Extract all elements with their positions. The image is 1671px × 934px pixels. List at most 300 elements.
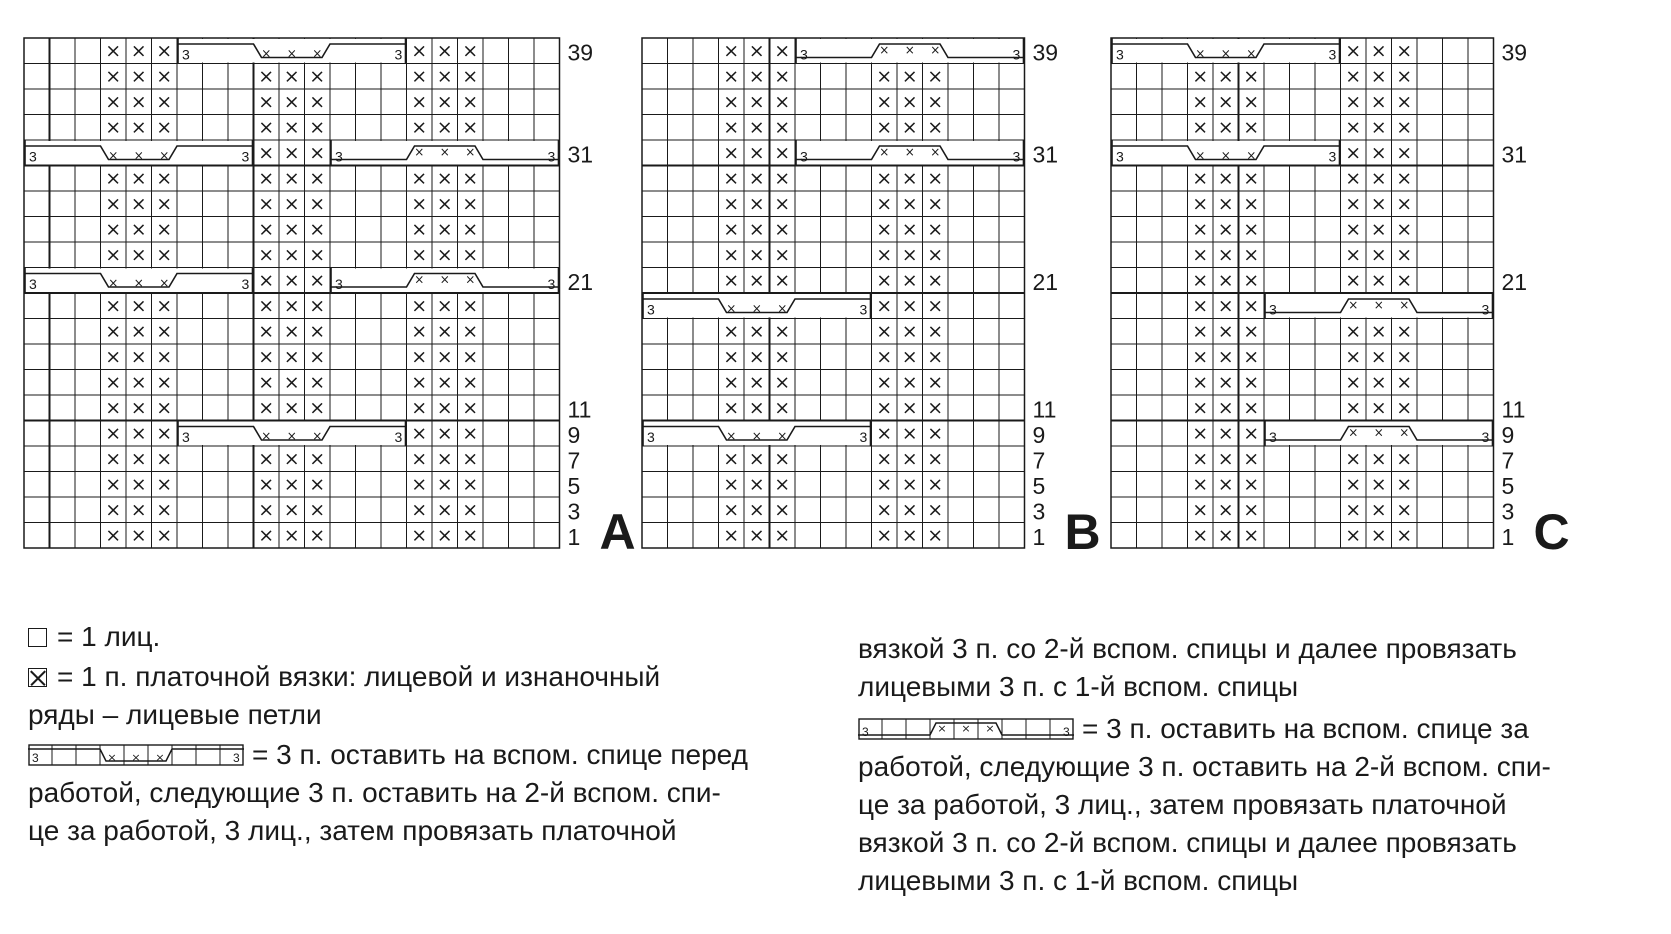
garter-stitch-mark: ×: [411, 90, 428, 113]
garter-stitch-mark: ×: [748, 345, 765, 368]
garter-stitch-mark: ×: [105, 90, 122, 113]
garter-stitch-mark: ×: [105, 422, 122, 445]
row-number-label: 7: [567, 447, 581, 474]
garter-stitch-mark: ×: [723, 473, 740, 496]
cable-mark-right: 3: [1328, 148, 1337, 165]
garter-stitch-mark: ×: [1217, 422, 1234, 445]
garter-stitch-mark: ×: [1192, 116, 1209, 139]
garter-stitch-mark: ×: [130, 243, 147, 266]
garter-stitch-mark: ×: [1370, 192, 1387, 215]
chart-a: [24, 38, 636, 560]
garter-stitch-mark: ×: [1396, 65, 1413, 88]
garter-stitch-mark: ×: [411, 167, 428, 190]
garter-stitch-mark: ×: [309, 65, 326, 88]
garter-stitch-mark: ×: [156, 243, 173, 266]
garter-stitch-mark: ×: [105, 39, 122, 62]
garter-stitch-mark: ×: [1217, 320, 1234, 343]
cable-mark-left: 3: [182, 46, 190, 63]
garter-stitch-mark: ×: [130, 39, 147, 62]
garter-stitch-mark: ×: [1370, 90, 1387, 113]
legend-cable-back-cont-2: це за работой, 3 лиц., затем провязать платочной: [858, 789, 1507, 820]
garter-stitch-mark: ×: [1217, 447, 1234, 470]
garter-stitch-mark: ×: [1396, 192, 1413, 215]
garter-stitch-mark: ×: [774, 269, 791, 292]
garter-stitch-mark: ×: [1192, 473, 1209, 496]
garter-stitch-mark: ×: [901, 473, 918, 496]
garter-stitch-mark: ×: [462, 39, 479, 62]
cable-garter-mark: ×: [1399, 298, 1410, 312]
garter-stitch-mark: ×: [901, 294, 918, 317]
garter-stitch-mark: ×: [927, 396, 944, 419]
garter-stitch-mark: ×: [130, 498, 147, 521]
garter-stitch-mark: ×: [156, 473, 173, 496]
cable-back-symbol-icon: [858, 718, 1074, 740]
garter-stitch-mark: ×: [105, 65, 122, 88]
garter-stitch-mark: ×: [1243, 524, 1260, 547]
garter-stitch-mark: ×: [876, 243, 893, 266]
legend-cable-front: 3 3 × × × = 3 п. оставить на вспом. спице перед: [28, 736, 810, 774]
row-number-label: 3: [1501, 498, 1515, 525]
row-number-label: 11: [567, 396, 592, 423]
garter-stitch-mark: ×: [258, 320, 275, 343]
symbol-x-mark: ×: [937, 722, 947, 735]
garter-stitch-mark: ×: [1345, 218, 1362, 241]
garter-stitch-mark: ×: [1192, 396, 1209, 419]
garter-stitch-mark: ×: [1217, 90, 1234, 113]
garter-stitch-mark: ×: [901, 218, 918, 241]
cable-garter-mark: ×: [879, 145, 890, 159]
garter-stitch-mark: ×: [1217, 345, 1234, 368]
garter-stitch-mark: ×: [105, 167, 122, 190]
garter-stitch-mark: ×: [462, 167, 479, 190]
garter-stitch-mark: ×: [411, 371, 428, 394]
garter-stitch-mark: ×: [130, 218, 147, 241]
garter-stitch-mark: ×: [309, 269, 326, 292]
cable-mark-left: 3: [1269, 301, 1277, 318]
cable-garter-mark: ×: [261, 46, 272, 61]
garter-stitch-mark: ×: [1370, 167, 1387, 190]
garter-stitch-mark: ×: [105, 294, 122, 317]
garter-stitch-mark: ×: [436, 167, 453, 190]
row-number-label: 39: [1032, 39, 1059, 66]
garter-stitch-mark: ×: [748, 65, 765, 88]
row-number-label: 31: [567, 141, 594, 168]
garter-stitch-mark: ×: [258, 243, 275, 266]
garter-stitch-mark: ×: [283, 218, 300, 241]
garter-stitch-mark: ×: [283, 345, 300, 368]
garter-stitch-mark: ×: [105, 396, 122, 419]
garter-stitch-mark: ×: [1345, 498, 1362, 521]
garter-stitch-mark: ×: [1345, 473, 1362, 496]
garter-stitch-mark: ×: [462, 192, 479, 215]
legend-garter-cont: ряды – лицевые петли: [28, 699, 322, 730]
legend-cable-back-cont-1: работой, следующие 3 п. оставить на 2-й вспом. спи-: [858, 751, 1551, 782]
garter-stitch-mark: ×: [309, 345, 326, 368]
garter-stitch-mark: ×: [283, 371, 300, 394]
row-number-label: 1: [1032, 524, 1046, 550]
row-number-label: 21: [567, 269, 594, 295]
garter-stitch-mark: ×: [927, 65, 944, 88]
garter-stitch-mark: ×: [309, 218, 326, 241]
garter-stitch-mark: ×: [105, 243, 122, 266]
garter-stitch-mark: ×: [309, 116, 326, 139]
garter-stitch-mark: ×: [1243, 90, 1260, 113]
garter-stitch-mark: ×: [1396, 218, 1413, 241]
garter-stitch-mark: ×: [105, 320, 122, 343]
garter-stitch-mark: ×: [1370, 65, 1387, 88]
cable-garter-mark: ×: [286, 429, 297, 443]
garter-stitch-mark: ×: [411, 422, 428, 445]
symbol-mark-left: 3: [32, 751, 39, 765]
garter-stitch-mark: ×: [283, 269, 300, 292]
garter-stitch-mark: ×: [1217, 243, 1234, 266]
garter-stitch-mark: ×: [1396, 269, 1413, 292]
garter-stitch-mark: ×: [901, 243, 918, 266]
garter-stitch-mark: ×: [1217, 116, 1234, 139]
garter-stitch-mark: ×: [411, 294, 428, 317]
row-number-label: 3: [1032, 498, 1046, 525]
garter-stitch-mark: ×: [748, 320, 765, 343]
garter-stitch-mark: ×: [283, 320, 300, 343]
knit-symbol-icon: [28, 628, 47, 647]
row-number-label: 39: [567, 39, 594, 66]
garter-stitch-mark: ×: [1217, 371, 1234, 394]
garter-stitch-mark: ×: [748, 243, 765, 266]
garter-stitch-mark: ×: [258, 116, 275, 139]
garter-stitch-mark: ×: [723, 371, 740, 394]
garter-stitch-mark: ×: [258, 396, 275, 419]
garter-stitch-mark: ×: [748, 447, 765, 470]
garter-stitch-mark: ×: [927, 192, 944, 215]
garter-stitch-mark: ×: [723, 167, 740, 190]
garter-stitch-mark: ×: [156, 65, 173, 88]
garter-stitch-mark: ×: [130, 345, 147, 368]
chart-letter-label: C: [1533, 504, 1570, 560]
garter-stitch-mark: ×: [774, 192, 791, 215]
garter-stitch-mark: ×: [748, 371, 765, 394]
garter-stitch-mark: ×: [748, 39, 765, 62]
symbol-x-mark: ×: [155, 751, 165, 764]
garter-stitch-mark: ×: [436, 498, 453, 521]
garter-stitch-mark: ×: [1192, 65, 1209, 88]
garter-stitch-mark: ×: [1243, 498, 1260, 521]
garter-stitch-mark: ×: [723, 116, 740, 139]
garter-stitch-mark: ×: [283, 65, 300, 88]
garter-stitch-mark: ×: [774, 116, 791, 139]
garter-stitch-mark: ×: [258, 90, 275, 113]
garter-stitch-mark: ×: [105, 473, 122, 496]
garter-stitch-mark: ×: [283, 473, 300, 496]
garter-stitch-mark: ×: [1243, 447, 1260, 470]
cable-mark-left: 3: [335, 276, 343, 292]
garter-stitch-mark: ×: [411, 473, 428, 496]
garter-stitch-mark: ×: [901, 447, 918, 470]
cable-mark-right: 3: [859, 429, 868, 445]
symbol-mark-right: 3: [233, 751, 240, 765]
garter-stitch-mark: ×: [436, 39, 453, 62]
garter-stitch-mark: ×: [130, 116, 147, 139]
garter-stitch-mark: ×: [1345, 320, 1362, 343]
garter-stitch-mark: ×: [901, 320, 918, 343]
garter-stitch-mark: ×: [723, 90, 740, 113]
garter-stitch-mark: ×: [283, 524, 300, 547]
cable-garter-mark: ×: [1246, 46, 1257, 61]
row-number-label: 7: [1501, 447, 1515, 474]
garter-stitch-mark: ×: [156, 524, 173, 547]
garter-stitch-mark: ×: [258, 498, 275, 521]
garter-stitch-mark: ×: [105, 345, 122, 368]
garter-stitch-mark: ×: [309, 473, 326, 496]
garter-stitch-mark: ×: [1192, 320, 1209, 343]
legend-cable-back: 3 3 × × × = 3 п. оставить на вспом. спице за: [858, 710, 1640, 748]
garter-stitch-mark: ×: [748, 269, 765, 292]
garter-stitch-mark: ×: [876, 396, 893, 419]
garter-stitch-mark: ×: [411, 498, 428, 521]
garter-stitch-mark: ×: [876, 422, 893, 445]
garter-stitch-mark: ×: [411, 218, 428, 241]
garter-stitch-mark: ×: [876, 524, 893, 547]
garter-stitch-mark: ×: [876, 192, 893, 215]
garter-stitch-mark: ×: [283, 90, 300, 113]
garter-stitch-mark: ×: [876, 473, 893, 496]
garter-stitch-mark: ×: [901, 269, 918, 292]
row-number-label: 5: [1032, 473, 1046, 499]
garter-stitch-mark: ×: [1396, 90, 1413, 113]
cable-garter-mark: ×: [1348, 298, 1359, 312]
garter-stitch-mark: ×: [1396, 243, 1413, 266]
garter-stitch-mark: ×: [462, 396, 479, 419]
garter-stitch-mark: ×: [1217, 218, 1234, 241]
garter-stitch-mark: ×: [462, 371, 479, 394]
garter-stitch-mark: ×: [411, 320, 428, 343]
cable-mark-left: 3: [647, 301, 655, 318]
garter-stitch-mark: ×: [258, 524, 275, 547]
cable-mark-right: 3: [394, 46, 403, 63]
garter-stitch-mark: ×: [1345, 167, 1362, 190]
garter-stitch-mark: ×: [876, 116, 893, 139]
garter-stitch-mark: ×: [1217, 524, 1234, 547]
garter-stitch-mark: ×: [411, 192, 428, 215]
cable-garter-mark: ×: [439, 145, 450, 159]
garter-stitch-mark: ×: [723, 498, 740, 521]
row-number-label: 31: [1032, 141, 1059, 168]
garter-stitch-mark: ×: [411, 524, 428, 547]
garter-stitch-mark: ×: [436, 116, 453, 139]
garter-stitch-mark: ×: [774, 447, 791, 470]
garter-stitch-mark: ×: [1396, 39, 1413, 62]
garter-stitch-mark: ×: [156, 192, 173, 215]
garter-stitch-mark: ×: [462, 473, 479, 496]
garter-stitch-mark: ×: [258, 167, 275, 190]
garter-stitch-mark: ×: [462, 116, 479, 139]
garter-stitch-mark: ×: [1192, 294, 1209, 317]
garter-stitch-mark: ×: [105, 116, 122, 139]
garter-stitch-mark: ×: [283, 447, 300, 470]
garter-stitch-mark: ×: [723, 243, 740, 266]
garter-stitch-mark: ×: [1243, 396, 1260, 419]
garter-stitch-mark: ×: [1217, 65, 1234, 88]
garter-stitch-mark: ×: [748, 167, 765, 190]
cable-garter-mark: ×: [439, 272, 450, 287]
cable-garter-mark: ×: [1246, 148, 1257, 163]
garter-stitch-mark: ×: [156, 422, 173, 445]
garter-stitch-mark: ×: [901, 422, 918, 445]
garter-stitch-mark: ×: [901, 396, 918, 419]
garter-stitch-mark: ×: [1345, 396, 1362, 419]
cable-mark-left: 3: [1116, 148, 1124, 165]
garter-stitch-mark: ×: [1243, 320, 1260, 343]
garter-stitch-mark: ×: [436, 65, 453, 88]
garter-stitch-mark: ×: [1243, 269, 1260, 292]
garter-stitch-mark: ×: [156, 294, 173, 317]
garter-stitch-mark: ×: [1345, 116, 1362, 139]
garter-stitch-mark: ×: [748, 218, 765, 241]
row-number-label: 39: [1501, 39, 1528, 66]
garter-stitch-mark: ×: [901, 345, 918, 368]
garter-stitch-mark: ×: [258, 345, 275, 368]
garter-stitch-mark: ×: [1192, 371, 1209, 394]
garter-stitch-mark: ×: [1192, 498, 1209, 521]
cable-mark-left: 3: [335, 148, 343, 165]
garter-stitch-mark: ×: [309, 320, 326, 343]
cable-garter-mark: ×: [1399, 425, 1410, 440]
garter-stitch-mark: ×: [927, 524, 944, 547]
garter-stitch-mark: ×: [436, 524, 453, 547]
garter-stitch-mark: ×: [1396, 345, 1413, 368]
garter-stitch-mark: ×: [748, 192, 765, 215]
row-number-label: 1: [567, 524, 581, 550]
row-number-label: 9: [1032, 422, 1046, 448]
legend-cable-front-cont-3: вязкой 3 п. со 2-й вспом. спицы и далее провязать: [858, 633, 1517, 664]
legend-cable-front-cont-2: це за работой, 3 лиц., затем провязать платочной: [28, 815, 677, 846]
cable-garter-mark: ×: [904, 43, 915, 57]
garter-stitch-mark: ×: [411, 116, 428, 139]
garter-stitch-mark: ×: [774, 218, 791, 241]
cable-garter-mark: ×: [777, 301, 788, 316]
garter-stitch-mark: ×: [130, 473, 147, 496]
garter-stitch-mark: ×: [748, 141, 765, 164]
garter-stitch-mark: ×: [876, 498, 893, 521]
garter-stitch-mark: ×: [723, 218, 740, 241]
garter-stitch-mark: ×: [774, 473, 791, 496]
row-number-label: 9: [1501, 422, 1515, 448]
cable-mark-left: 3: [182, 429, 190, 445]
garter-stitch-mark: ×: [436, 192, 453, 215]
garter-stitch-mark: ×: [876, 90, 893, 113]
garter-stitch-mark: ×: [436, 371, 453, 394]
garter-stitch-mark: ×: [723, 269, 740, 292]
garter-stitch-mark: ×: [1243, 218, 1260, 241]
garter-stitch-mark: ×: [156, 345, 173, 368]
cable-mark-right: 3: [394, 429, 403, 445]
row-number-label: 9: [567, 422, 581, 448]
garter-stitch-mark: ×: [901, 90, 918, 113]
symbol-x-mark: ×: [107, 751, 117, 764]
garter-stitch-mark: ×: [462, 345, 479, 368]
garter-stitch-mark: ×: [774, 65, 791, 88]
garter-stitch-mark: ×: [156, 320, 173, 343]
garter-stitch-mark: ×: [723, 396, 740, 419]
cable-garter-mark: ×: [133, 276, 144, 290]
cable-garter-mark: ×: [726, 301, 737, 316]
garter-stitch-mark: ×: [283, 243, 300, 266]
garter-stitch-mark: ×: [436, 320, 453, 343]
garter-stitch-mark: ×: [901, 65, 918, 88]
garter-stitch-mark: ×: [1192, 447, 1209, 470]
garter-stitch-mark: ×: [927, 294, 944, 317]
garter-stitch-mark: ×: [1370, 218, 1387, 241]
garter-stitch-mark: ×: [130, 422, 147, 445]
garter-stitch-mark: ×: [411, 39, 428, 62]
garter-stitch-mark: ×: [1243, 192, 1260, 215]
garter-stitch-mark: ×: [1370, 320, 1387, 343]
garter-stitch-mark: ×: [723, 65, 740, 88]
garter-stitch-mark: ×: [258, 218, 275, 241]
garter-stitch-mark: ×: [156, 167, 173, 190]
chart-b: [642, 38, 1101, 560]
garter-stitch-mark: ×: [1217, 473, 1234, 496]
garter-stitch-mark: ×: [1345, 141, 1362, 164]
garter-stitch-mark: ×: [130, 65, 147, 88]
garter-stitch-mark: ×: [723, 141, 740, 164]
garter-stitch-mark: ×: [1370, 39, 1387, 62]
garter-stitch-mark: ×: [105, 447, 122, 470]
garter-stitch-mark: ×: [411, 396, 428, 419]
garter-stitch-mark: ×: [105, 498, 122, 521]
cable-mark-left: 3: [29, 276, 37, 292]
garter-stitch-mark: ×: [1243, 116, 1260, 139]
cable-garter-mark: ×: [777, 429, 788, 443]
garter-stitch-mark: ×: [1370, 345, 1387, 368]
garter-stitch-mark: ×: [130, 396, 147, 419]
garter-stitch-mark: ×: [130, 447, 147, 470]
cable-mark-right: 3: [547, 276, 556, 292]
cable-garter-mark: ×: [108, 148, 119, 163]
garter-stitch-mark: ×: [462, 243, 479, 266]
garter-stitch-mark: ×: [748, 524, 765, 547]
symbol-mark-left: 3: [862, 725, 869, 739]
garter-stitch-mark: ×: [156, 39, 173, 62]
garter-stitch-mark: ×: [130, 192, 147, 215]
garter-stitch-mark: ×: [283, 192, 300, 215]
garter-stitch-mark: ×: [1217, 396, 1234, 419]
cable-garter-mark: ×: [1195, 46, 1206, 61]
garter-stitch-mark: ×: [927, 90, 944, 113]
garter-stitch-mark: ×: [1370, 396, 1387, 419]
symbol-mark-right: 3: [1063, 725, 1070, 739]
garter-stitch-mark: ×: [436, 473, 453, 496]
garter-stitch-mark: ×: [156, 116, 173, 139]
garter-stitch-mark: ×: [462, 218, 479, 241]
garter-stitch-mark: ×: [774, 167, 791, 190]
garter-stitch-mark: ×: [436, 422, 453, 445]
chart-c: [1111, 38, 1570, 560]
garter-stitch-mark: ×: [1192, 192, 1209, 215]
cable-mark-left: 3: [800, 46, 808, 63]
garter-stitch-mark: ×: [876, 218, 893, 241]
cable-garter-mark: ×: [1373, 425, 1384, 440]
cable-garter-mark: ×: [414, 272, 425, 287]
cable-garter-mark: ×: [286, 46, 297, 61]
cable-garter-mark: ×: [1220, 46, 1231, 61]
garter-stitch-mark: ×: [462, 320, 479, 343]
garter-stitch-mark: ×: [309, 167, 326, 190]
garter-stitch-mark: ×: [1243, 473, 1260, 496]
cable-mark-left: 3: [1116, 46, 1124, 63]
garter-stitch-mark: ×: [1370, 524, 1387, 547]
garter-stitch-mark: ×: [748, 473, 765, 496]
garter-stitch-mark: ×: [309, 524, 326, 547]
